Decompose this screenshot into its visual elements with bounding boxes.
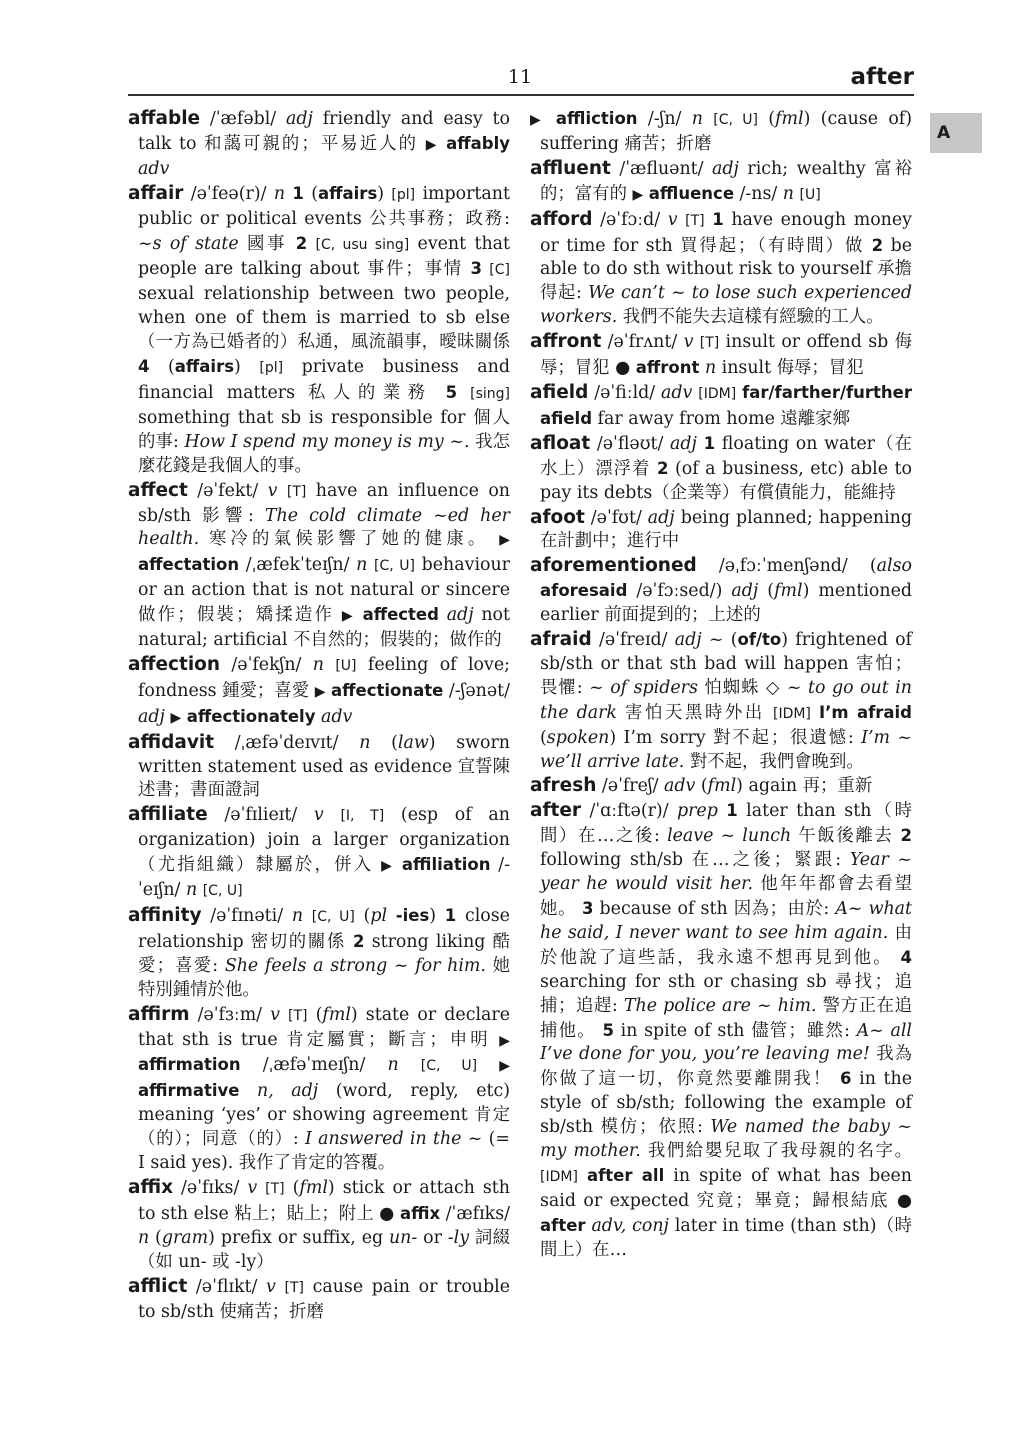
dictionary-entry: affinity /əˈfɪnəti/ n [C, U] (pl -ies) 1 close relationship 密切的關係 2 strong liking 酷愛；喜愛: She feels a strong ~ for him. 她特別鍾情於他。 xyxy=(128,905,510,1000)
dictionary-entry: affable /ˈæfəbl/ adj friendly and easy to talk to 和藹可親的；平易近人的 ▶ affably adv xyxy=(128,108,510,179)
dictionary-entry: afflict /əˈflɪkt/ v [T] cause pain or trouble to sb/sth 使痛苦；折磨 xyxy=(128,1275,510,1322)
dictionary-entry: afloat /əˈfləʊt/ adj 1 floating on water（在水上）漂浮着 2 (of a business, etc) able to pay its debts（企業等）有償債能力，能維持 xyxy=(530,432,912,503)
dictionary-entry: affirm /əˈfɜːm/ v [T] (fml) state or declare that sth is true 肯定屬實；斷言；申明 ▶ affirmation /ˌæfəˈmeɪʃn/ n [C, U] ▶ affirmative n, adj (word, reply, etc) meaning ‘yes’ or showing agreement 肯定（的）；同意（的）: I answered in the ~ (= I said yes). 我作了肯定的答覆。 xyxy=(128,1003,511,1174)
dictionary-entry: affluent /ˈæfluənt/ adj rich; wealthy 富裕的；富有的 ▶ affluence /-ns/ n [U] xyxy=(530,157,912,204)
dictionary-entry: affair /əˈfeə(r)/ n 1 (affairs) [pl] important public or political events 公共事務；政務: ~s of state 國事 2 [C, usu sing] event that people are talking about 事件；事情 3 [C] sexual relationship between two people, when one of them is married to sb else（一方為已婚者的）私通，風流韻事，曖昧關係 4 (affairs) [pl] private business and financial matters 私人的業務 5 [sing] something that sb is responsible for 個人的事: How I spend my money is my ~. 我怎麼花錢是我個人的事。 xyxy=(128,182,511,476)
dictionary-entry: affiliate /əˈfɪlieɪt/ v [I, T] (esp of an organization) join a larger organization（尤指組織）隸屬於，併入 ▶ affiliation /-ˈeɪʃn/ n [C, U] xyxy=(128,804,511,901)
thumb-index-tab[interactable]: A xyxy=(930,113,982,153)
dictionary-entry: affix /əˈfɪks/ v [T] (fml) stick or attach sth to sth else 粘上；貼上；附上 ● affix /ˈæfɪks/ n (gram) prefix or suffix, eg un- or -ly 詞綴（如 un- 或 -ly） xyxy=(128,1176,511,1272)
right-column xyxy=(530,107,912,1263)
dictionary-entry: afford /əˈfɔːd/ v [T] 1 have enough money or time for sth 買得起；（有時間）做 2 be able to do sth without risk to yourself 承擔得起: We can’t ~ to lose such experienced workers. 我們不能失去這樣有經驗的工人。 xyxy=(530,208,913,328)
dictionary-entry: affect /əˈfekt/ v [T] have an influence on sb/sth 影響: The cold climate ~ed her health. 寒冷的氣候影響了她的健康。 ▶ affectation /ˌæfekˈteɪʃn/ n [C, U] behaviour or an action that is not natural or sincere 做作；假裝；矯揉造作 ▶ affected adj not natural; artificial 不自然的；假裝的；做作的 xyxy=(128,479,510,651)
dictionary-entry: afresh /əˈfreʃ/ adv (fml) again 再；重新 xyxy=(530,775,873,797)
page-number: 11 xyxy=(507,66,533,88)
dictionary-entry: aforementioned /əˌfɔːˈmenʃənd/ (also aforesaid /əˈfɔːsed/) adj (fml) mentioned earlier 前面提到的；上述的 xyxy=(530,555,912,626)
dictionary-entry: affection /əˈfekʃn/ n [U] feeling of love; fondness 鍾愛；喜愛 ▶ affectionate /-ʃənət/ adj ▶ affectionately adv xyxy=(128,653,510,727)
dictionary-entry: affidavit /ˌæfəˈdeɪvɪt/ n (law) sworn written statement used as evidence 宣誓陳述書；書面證詞 xyxy=(128,731,510,801)
header-rule xyxy=(128,94,914,96)
dictionary-entry: afoot /əˈfʊt/ adj being planned; happening 在計劃中；進行中 xyxy=(530,506,912,552)
dictionary-entry: ▶ affliction /-ʃn/ n [C, U] (fml) (cause of) suffering 痛苦；折磨 xyxy=(530,109,913,154)
dictionary-entry: after /ˈɑːftə(r)/ prep 1 later than sth（時間）在…之後: leave ~ lunch 午飯後離去 2 following sth/sb 在…之後；緊跟: Year ~ year he would visit her. 他年年都會去看望她。 3 because of sth 因為；由於: A~ what he said, I never want to see him again. 由於他說了這些話，我永遠不想再見到他。 4 searching for sth or chasing sb 尋找；追捕；追趕: The police are ~ him. 警方正在追捕他。 5 in spite of sth 儘管；雖然: A~ all I’ve done for you, you’re leaving me! 我為你做了這一切，你竟然要離開我！ 6 in the style of sb/sth; following the example of sb/sth 模仿；依照: We named the baby ~ my mother. 我們給嬰兒取了我母親的名字。 [IDM] after all in spite of what has been said or expected 究竟；畢竟；歸根結底 ● after adv, conj later in time (than sth)（時間上）在… xyxy=(530,800,913,1260)
left-column xyxy=(128,107,510,1324)
dictionary-entry: afraid /əˈfreɪd/ adj ~ (of/to) frightened of sb/sth or that sth bad will happen 害怕；畏懼: ~ of spiders 怕蜘蛛 ◇ ~ to go out in the dark 害怕天黑時外出 [IDM] I’m afraid (spoken) I’m sorry 對不起；很遺憾: I’m ~ we’ll arrive late. 對不起，我們會晚到。 xyxy=(530,629,912,772)
dictionary-entry: afield /əˈfiːld/ adv [IDM] far/farther/further afield far away from home 遠離家鄉 xyxy=(530,381,913,429)
dictionary-entry: affront /əˈfrʌnt/ v [T] insult or offend sb 侮辱；冒犯 ● affront n insult 侮辱；冒犯 xyxy=(530,331,913,379)
guide-word: after xyxy=(850,64,914,90)
